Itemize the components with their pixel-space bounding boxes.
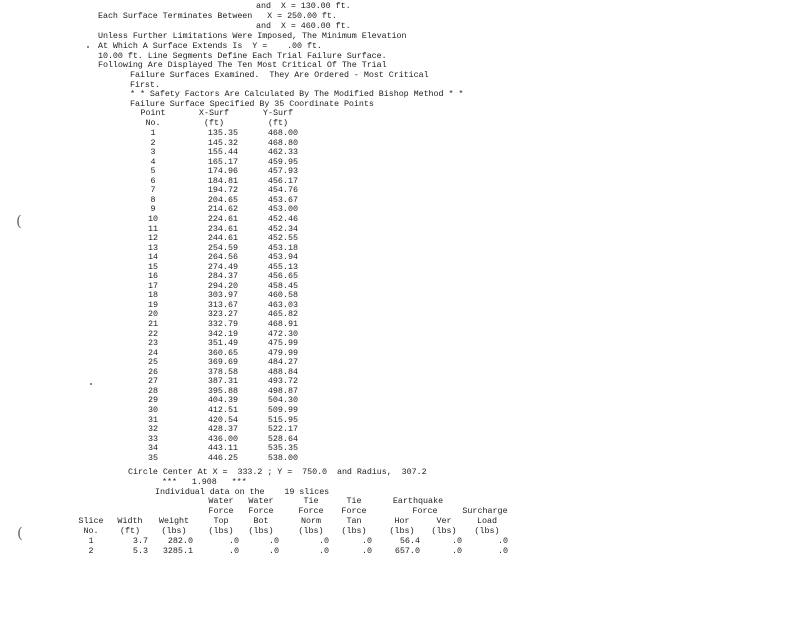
points-cell-y-surf: 504.30 [267, 395, 298, 406]
slices-header-weight: (lbs) [161, 526, 187, 536]
slices-cell-slice: 1 [88, 536, 94, 546]
points-header-no: No. [145, 118, 161, 128]
slices-cell-eq-ver: .0 [451, 546, 462, 556]
points-cell-point-no: 6 [150, 175, 156, 186]
points-cell-x-surf: 446.25 [207, 452, 238, 463]
points-cell-x-surf: 313.67 [207, 299, 238, 310]
header-line-11: Failure Surface Specified By 35 Coordinate Points [130, 99, 374, 109]
slices-header-tie-norm: Force [298, 506, 324, 516]
header-line-10: * * Safety Factors Are Calculated By The Modified Bishop Method * * [130, 89, 464, 99]
points-cell-point-no: 33 [147, 433, 159, 444]
points-cell-y-surf: 453.67 [267, 194, 298, 205]
points-cell-point-no: 26 [147, 366, 159, 377]
points-cell-point-no: 10 [147, 213, 159, 224]
points-cell-y-surf: 455.13 [267, 261, 298, 272]
points-cell-x-surf: 234.61 [207, 223, 238, 234]
scan-speck [90, 383, 92, 385]
slices-group-force: Force [412, 506, 438, 516]
points-cell-y-surf: 468.80 [267, 137, 298, 148]
binding-hole-mark-upper: ( [16, 212, 22, 230]
slices-header-eq-ver: Ver [436, 516, 452, 526]
points-cell-x-surf: 387.31 [207, 376, 238, 387]
points-cell-point-no: 23 [147, 338, 159, 349]
points-cell-y-surf: 498.87 [267, 385, 298, 396]
slices-header-tie-tan: Tan [346, 516, 362, 526]
points-cell-x-surf: 404.39 [207, 395, 238, 406]
points-cell-y-surf: 475.99 [267, 338, 298, 349]
points-cell-y-surf: 522.17 [267, 424, 298, 435]
header-line-5: At Which A Surface Extends Is Y = .00 ft. [98, 41, 322, 51]
slices-cell-weight: 282.0 [167, 536, 193, 546]
points-cell-point-no: 30 [147, 404, 159, 415]
points-cell-point-no: 27 [147, 376, 159, 387]
points-cell-x-surf: 145.32 [207, 137, 238, 148]
points-cell-y-surf: 465.82 [267, 309, 298, 320]
points-header-y: Y-Surf [262, 108, 294, 118]
slices-header-tie-norm: (lbs) [298, 526, 324, 536]
slices-title: Individual data on the 19 slices [155, 487, 330, 497]
points-cell-x-surf: 155.44 [207, 147, 238, 158]
slices-header-surcharge-load: Load [476, 516, 498, 526]
safety-factor-line: *** 1.908 *** [162, 477, 247, 487]
points-cell-x-surf: 244.61 [207, 233, 238, 244]
points-cell-x-surf: 254.59 [207, 242, 238, 253]
slices-cell-weight: 3285.1 [162, 546, 193, 556]
points-cell-x-surf: 412.51 [207, 404, 238, 415]
points-cell-point-no: 31 [147, 414, 159, 425]
points-header-y-unit: (ft) [267, 118, 289, 128]
points-cell-point-no: 24 [147, 347, 159, 358]
points-cell-y-surf: 452.46 [267, 213, 298, 224]
slices-cell-eq-hor: 56.4 [399, 536, 420, 546]
slices-header-water-top: Water [208, 496, 234, 506]
header-line-7: Following Are Displayed The Ten Most Critical Of The Trial [98, 60, 387, 70]
points-cell-y-surf: 459.95 [267, 156, 298, 167]
slices-cell-slice: 2 [88, 546, 94, 556]
points-cell-y-surf: 452.55 [267, 233, 298, 244]
points-cell-y-surf: 456.65 [267, 271, 298, 282]
points-cell-x-surf: 204.65 [207, 194, 238, 205]
slices-cell-water-top: .0 [228, 536, 239, 546]
points-cell-y-surf: 468.00 [267, 128, 298, 138]
header-line-4: Unless Further Limitations Were Imposed, The Minimum Elevation [98, 31, 407, 41]
points-cell-x-surf: 360.65 [207, 347, 238, 358]
slices-header-eq-hor: (lbs) [389, 526, 415, 536]
slices-header-water-bot: Water [248, 496, 274, 506]
slices-header-water-bot: (lbs) [248, 526, 274, 536]
header-line-6: 10.00 ft. Line Segments Define Each Trial Failure Surface. [98, 51, 387, 61]
slices-cell-water-bot: .0 [268, 546, 279, 556]
slices-cell-tie-tan: .0 [361, 536, 372, 546]
slices-cell-water-top: .0 [228, 546, 239, 556]
points-cell-y-surf: 453.18 [267, 242, 298, 253]
points-cell-point-no: 2 [150, 137, 156, 148]
points-cell-point-no: 3 [150, 147, 156, 158]
slices-header-tie-norm: Norm [300, 516, 322, 526]
points-cell-point-no: 29 [147, 395, 159, 406]
points-cell-y-surf: 463.03 [267, 299, 298, 310]
points-cell-point-no: 13 [147, 242, 159, 253]
binding-hole-mark-lower: ( [17, 524, 23, 542]
points-cell-x-surf: 351.49 [207, 338, 238, 349]
points-cell-point-no: 35 [147, 452, 159, 463]
points-cell-y-surf: 535.35 [267, 443, 298, 454]
points-cell-y-surf: 453.94 [267, 252, 298, 263]
points-cell-y-surf: 472.30 [267, 328, 298, 339]
slices-header-width: (ft) [119, 526, 141, 536]
slices-header-tie-tan: Force [341, 506, 367, 516]
slices-header-tie-norm: Tie [303, 496, 319, 506]
slices-header-water-top: Force [208, 506, 234, 516]
header-line-1: and X = 130.00 ft. [256, 1, 351, 11]
points-cell-point-no: 22 [147, 328, 159, 339]
points-cell-point-no: 21 [147, 319, 159, 329]
points-cell-point-no: 12 [147, 233, 159, 244]
points-cell-x-surf: 342.19 [207, 328, 238, 339]
slices-cell-tie-tan: .0 [361, 546, 372, 556]
points-cell-x-surf: 323.27 [207, 309, 238, 320]
points-cell-x-surf: 436.00 [207, 433, 238, 444]
header-line-9: First. [130, 80, 160, 90]
points-cell-x-surf: 165.17 [207, 156, 238, 167]
points-cell-x-surf: 214.62 [207, 204, 238, 215]
points-cell-y-surf: 479.99 [267, 347, 298, 358]
points-header-x: X-Surf [198, 108, 230, 118]
points-cell-y-surf: 458.45 [267, 280, 298, 291]
points-cell-point-no: 20 [147, 309, 159, 320]
points-cell-point-no: 17 [147, 280, 159, 291]
points-cell-y-surf: 488.84 [267, 366, 298, 377]
circle-center-line: Circle Center At X = 333.2 ; Y = 750.0 and Radius, 307.2 [128, 467, 427, 477]
slices-header-tie-tan: (lbs) [341, 526, 367, 536]
slices-group-surcharge: Surcharge [462, 506, 508, 516]
points-cell-point-no: 19 [147, 299, 159, 310]
points-cell-y-surf: 509.99 [267, 404, 298, 415]
scan-speck [87, 46, 89, 48]
points-cell-x-surf: 224.61 [207, 213, 238, 224]
slices-header-slice: No. [83, 526, 99, 536]
points-cell-x-surf: 135.35 [207, 128, 238, 138]
slices-cell-tie-norm: .0 [318, 536, 329, 546]
points-cell-y-surf: 460.58 [267, 290, 298, 301]
points-header-point: Point [140, 108, 166, 118]
header-line-8: Failure Surfaces Examined. They Are Ordered - Most Critical [130, 70, 429, 80]
points-cell-y-surf: 468.91 [267, 319, 298, 329]
slices-header-width: Width [117, 516, 143, 526]
slices-header-slice: Slice [78, 516, 104, 526]
points-cell-y-surf: 538.00 [267, 452, 298, 463]
points-cell-x-surf: 184.81 [207, 175, 238, 186]
points-cell-y-surf: 456.17 [267, 175, 298, 186]
points-cell-x-surf: 332.79 [207, 319, 238, 329]
points-cell-x-surf: 294.20 [207, 280, 238, 291]
points-cell-y-surf: 515.95 [267, 414, 298, 425]
points-cell-x-surf: 443.11 [207, 443, 238, 454]
slices-header-water-top: Top [213, 516, 229, 526]
points-cell-x-surf: 194.72 [207, 185, 238, 196]
header-line-2: Each Surface Terminates Between X = 250.00 ft. [98, 11, 337, 21]
slices-header-water-top: (lbs) [208, 526, 234, 536]
slices-cell-surcharge-load: .0 [497, 546, 508, 556]
slices-group-earthquake: Earthquake [392, 496, 444, 506]
slices-header-water-bot: Bot [253, 516, 269, 526]
points-cell-x-surf: 303.97 [207, 290, 238, 301]
points-cell-point-no: 15 [147, 261, 159, 272]
points-cell-x-surf: 428.37 [207, 424, 238, 435]
slices-header-eq-hor: Hor [394, 516, 410, 526]
points-cell-point-no: 5 [150, 166, 156, 177]
points-cell-y-surf: 493.72 [267, 376, 298, 387]
slices-cell-eq-hor: 657.0 [394, 546, 420, 556]
points-cell-point-no: 9 [150, 204, 156, 215]
header-line-3: and X = 460.00 ft. [256, 21, 351, 31]
slices-cell-width: 5.3 [132, 546, 148, 556]
points-cell-point-no: 32 [147, 424, 159, 435]
points-cell-point-no: 14 [147, 252, 159, 263]
points-cell-point-no: 1 [150, 128, 156, 138]
points-cell-y-surf: 462.33 [267, 147, 298, 158]
slices-cell-width: 3.7 [132, 536, 148, 546]
slices-header-water-bot: Force [248, 506, 274, 516]
points-header-x-unit: (ft) [203, 118, 225, 128]
points-cell-y-surf: 484.27 [267, 357, 298, 368]
points-cell-point-no: 25 [147, 357, 159, 368]
points-cell-y-surf: 452.34 [267, 223, 298, 234]
points-cell-x-surf: 420.54 [207, 414, 238, 425]
points-cell-x-surf: 274.49 [207, 261, 238, 272]
slices-cell-surcharge-load: .0 [497, 536, 508, 546]
points-cell-x-surf: 264.56 [207, 252, 238, 263]
slices-header-weight: Weight [158, 516, 190, 526]
points-cell-point-no: 18 [147, 290, 159, 301]
slices-cell-water-bot: .0 [268, 536, 279, 546]
slices-cell-tie-norm: .0 [318, 546, 329, 556]
points-cell-point-no: 34 [147, 443, 159, 454]
points-cell-x-surf: 174.96 [207, 166, 238, 177]
slices-header-surcharge-load: (lbs) [474, 526, 500, 536]
points-cell-y-surf: 453.00 [267, 204, 298, 215]
points-cell-point-no: 7 [150, 185, 156, 196]
slices-cell-eq-ver: .0 [451, 536, 462, 546]
slices-header-tie-tan: Tie [346, 496, 362, 506]
points-cell-point-no: 8 [150, 194, 156, 205]
points-cell-point-no: 4 [150, 156, 156, 167]
points-cell-x-surf: 369.69 [207, 357, 238, 368]
points-cell-y-surf: 457.93 [267, 166, 298, 177]
points-cell-point-no: 28 [147, 385, 159, 396]
points-cell-point-no: 16 [147, 271, 159, 282]
points-cell-x-surf: 395.88 [207, 385, 238, 396]
points-cell-y-surf: 528.64 [267, 433, 298, 444]
points-cell-point-no: 11 [147, 223, 159, 234]
points-cell-y-surf: 454.76 [267, 185, 298, 196]
points-cell-x-surf: 378.58 [207, 366, 238, 377]
points-cell-x-surf: 284.37 [207, 271, 238, 282]
slices-header-eq-ver: (lbs) [431, 526, 457, 536]
